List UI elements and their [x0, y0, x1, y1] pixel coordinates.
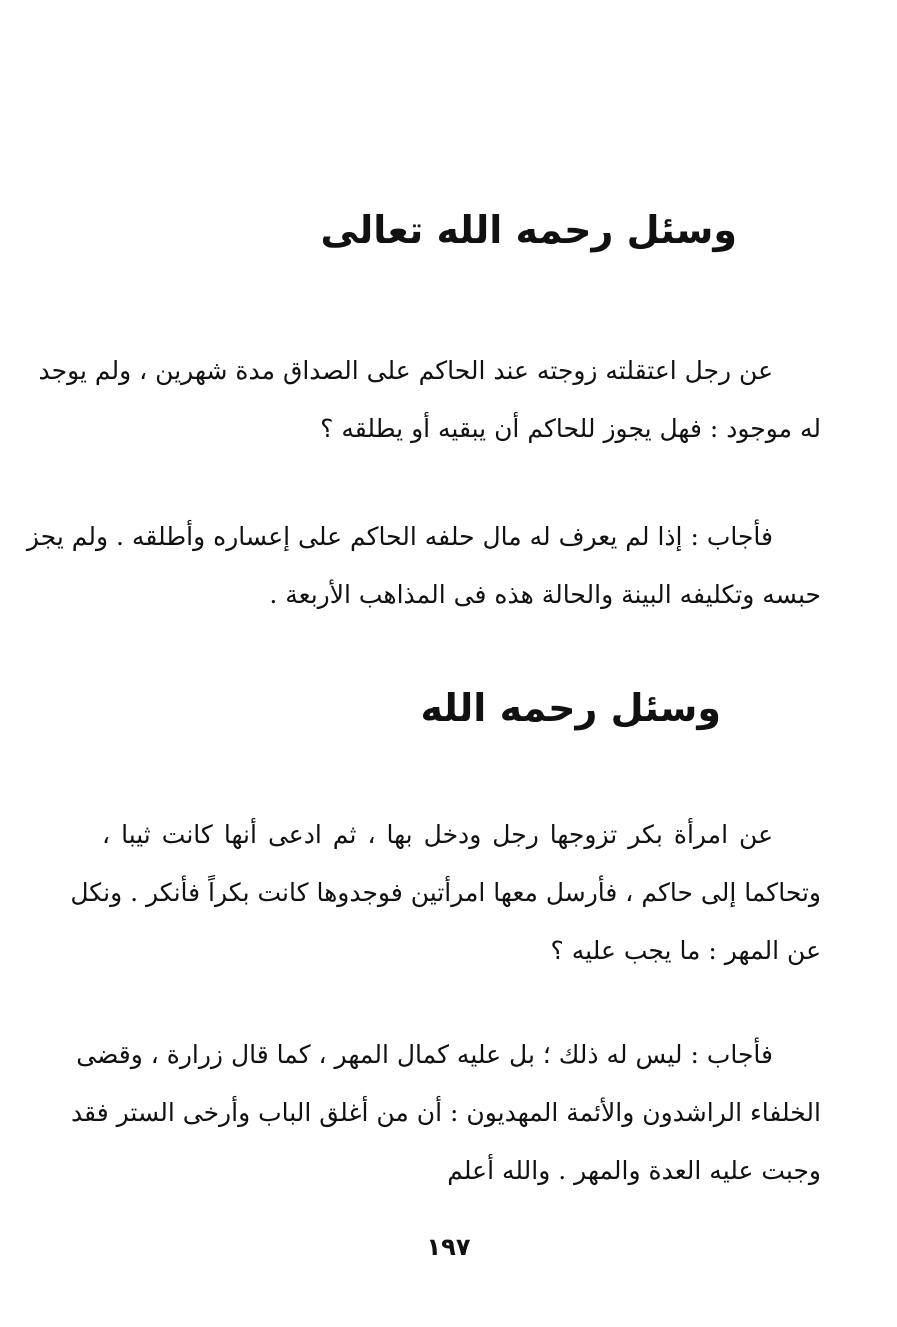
section-heading: وسئل رحمه الله — [420, 686, 721, 730]
paragraph-line: الخلفاء الراشدون والأئمة المهديون : أن من أغلق الباب وأرخى الستر فقد — [70, 1098, 821, 1127]
question-paragraph — [38, 342, 821, 458]
answer-paragraph — [26, 508, 821, 624]
paragraph-line: عن رجل اعتقلته زوجته عند الحاكم على الصداق مدة شهرين ، ولم يوجد — [38, 356, 773, 385]
answer-paragraph — [70, 1026, 821, 1200]
paragraph-line: وتحاكما إلى حاكم ، فأرسل معها امرأتين فوجدوها كانت بكراً فأنكر . ونكل — [70, 878, 821, 907]
paragraph-line: فأجاب : إذا لم يعرف له مال حلفه الحاكم على إعساره وأطلقه . ولم يجز — [26, 522, 773, 551]
question-paragraph — [70, 806, 821, 980]
page-number: ١٩٧ — [426, 1233, 471, 1261]
paragraph-line: عن امرأة بكر تزوجها رجل ودخل بها ، ثم ادعى أنها كانت ثيبا ، — [102, 820, 773, 849]
paragraph-line: له موجود : فهل يجوز للحاكم أن يبقيه أو يطلقه ؟ — [320, 414, 821, 443]
paragraph-line: فأجاب : ليس له ذلك ؛ بل عليه كمال المهر ، كما قال زرارة ، وقضى — [76, 1040, 773, 1069]
section-heading: وسئل رحمه الله تعالى — [320, 208, 737, 252]
paragraph-line: عن المهر : ما يجب عليه ؟ — [550, 936, 821, 965]
paragraph-line: حبسه وتكليفه البينة والحالة هذه فى المذاهب الأربعة . — [269, 580, 821, 609]
paragraph-line: وجبت عليه العدة والمهر . والله أعلم — [447, 1156, 821, 1185]
